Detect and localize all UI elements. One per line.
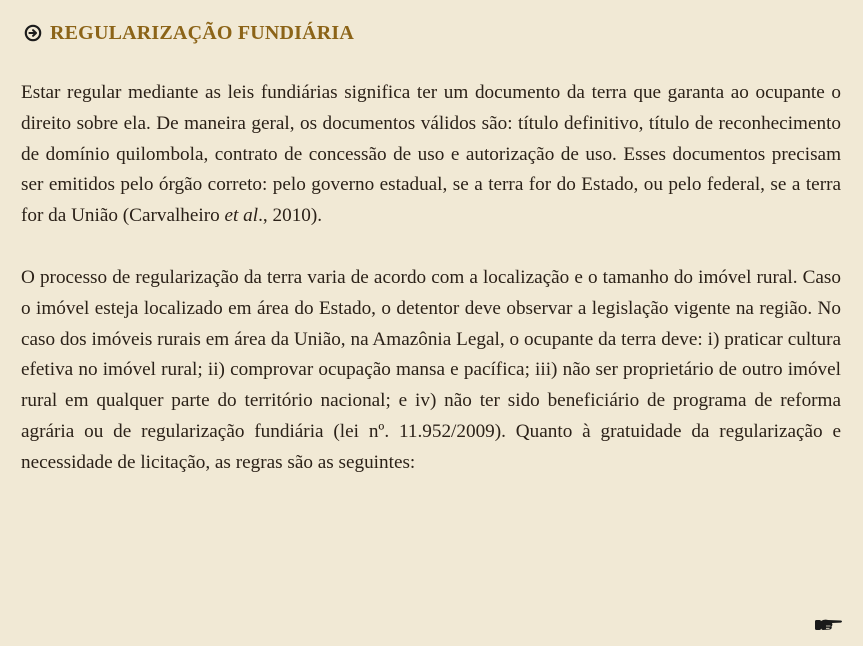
section-title: REGULARIZAÇÃO FUNDIÁRIA bbox=[50, 21, 355, 44]
paragraph-1-text: Estar regular mediante as leis fundiárias significa ter um documento da terra que garanta ao ocupante o direito sobre ela. De maneira geral, os documentos válidos são: título definitivo, título de reconhecimento de domínio quilombola, contrato de concessão de uso e autorização de uso. Esses documentos precisam ser emitidos pelo órgão correto: pelo governo estadual, se a terra for do Estado, ou pelo federal, se a terra for da União (Carvalheiro bbox=[21, 82, 841, 227]
document-page bbox=[21, 18, 841, 479]
paragraph-1-italic: et al bbox=[224, 205, 259, 227]
paragraph-1-tail: ., 2010). bbox=[258, 205, 323, 227]
circled-arrow-right-icon bbox=[24, 24, 42, 42]
section-heading bbox=[21, 18, 841, 48]
pointing-hand-right-icon[interactable] bbox=[814, 616, 844, 634]
paragraph-1 bbox=[21, 78, 841, 232]
paragraph-2: O processo de regularização da terra varia de acordo com a localização e o tamanho do imóvel rural. Caso o imóvel esteja localizado em área do Estado, o detentor deve observar a legislação vigente na região. No caso dos imóveis rurais em área da União, na Amazônia Legal, o ocupante da terra deve: i) praticar cultura efetiva no imóvel rural; ii) comprovar ocupação mansa e pacífica; iii) não ser proprietário de outro imóvel rural em qualquer parte do território nacional; e iv) não ter sido beneficiário de programa de reforma agrária ou de regularização fundiária (lei nº. 11.952/2009). Quanto à gratuidade da regularização e necessidade de licitação, as regras são as seguintes: bbox=[21, 266, 841, 473]
